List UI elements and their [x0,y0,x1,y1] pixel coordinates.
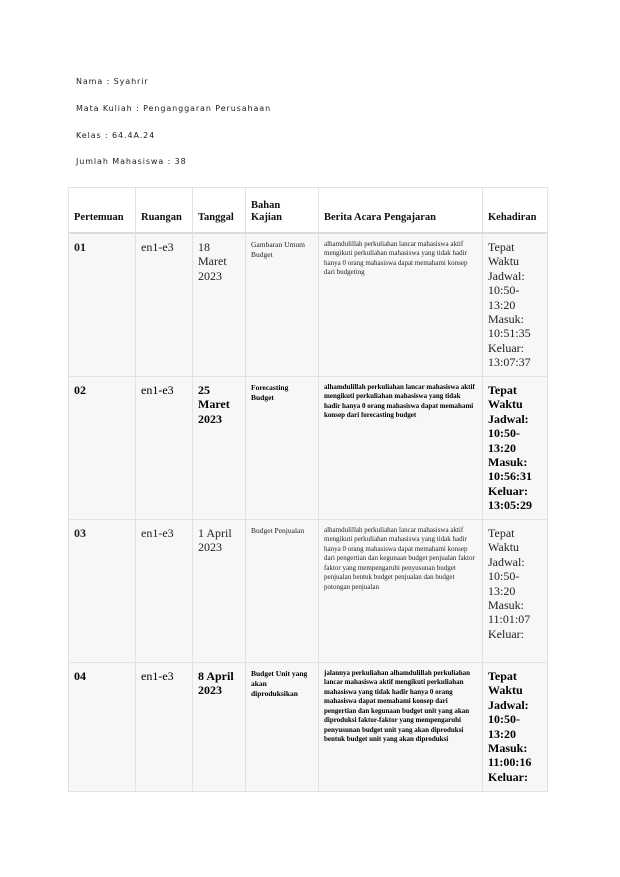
cell-tanggal: 8 April 2023 [193,663,246,792]
col-header-pertemuan: Pertemuan [69,188,136,234]
cell-pertemuan: 04 [69,663,136,792]
cell-pertemuan: 01 [69,233,136,377]
cell-ruangan: en1-e3 [136,520,193,663]
cell-ruangan: en1-e3 [136,233,193,377]
table-row [69,520,548,663]
cell-kehadiran: Tepat Waktu Jadwal: 10:50-13:20 Masuk: 11:00:16 Keluar: [483,663,548,792]
cell-pertemuan: 03 [69,520,136,663]
cell-kehadiran: Tepat Waktu Jadwal: 10:50-13:20 Masuk: 11:01:07 Keluar: [483,520,548,663]
col-header-bahan-kajian: Bahan Kajian [246,188,319,234]
cell-berita-acara: jalannya perkuliahan alhamdulillah perkuliahan lancar mahasiswa aktif mengikuti perkuliahan mahasiswa yang tidak hadir hanya 0 orang mahasiswa dapat memahami konsep dari pengertian dan kegunaan budget unit yang akan diproduksi faktor-faktor yang mempengaruhi penyusunan budget unit yang akan diproduksi bentuk budget unit yang akan diproduksi [319,663,483,792]
table-row [69,377,548,520]
col-header-ruangan: Ruangan [136,188,193,234]
cell-berita-acara: alhamdulillah perkuliahan lancar mahasiswa aktif mengikuti perkuliahan mahasiswa yang tidak hadir hanya 0 orang mahasiswa dapat memahami konsep dari budgeting [319,233,483,377]
cell-kehadiran: Tepat Waktu Jadwal: 10:50-13:20 Masuk: 10:56:31 Keluar: 13:05:29 [483,377,548,520]
cell-berita-acara: alhamdulillah perkuliahan lancar mahasiswa aktif mengikuti perkuliahan mahasiswa yang tidak hadir hanya 0 orang mahasiswa dapat memahami konsep dari forecasting budget [319,377,483,520]
cell-bahan-kajian: Budget Penjualan [246,520,319,663]
cell-pertemuan: 02 [69,377,136,520]
cell-tanggal: 1 April 2023 [193,520,246,663]
class-code: Kelas : 64.4A.24 [76,131,156,140]
attendance-table [68,187,548,792]
cell-bahan-kajian: Budget Unit yang akan diproduksikan [246,663,319,792]
cell-ruangan: en1-e3 [136,663,193,792]
cell-bahan-kajian: Gambaran Umum Budget [246,233,319,377]
col-header-tanggal: Tanggal [193,188,246,234]
cell-tanggal: 25 Maret 2023 [193,377,246,520]
cell-tanggal: 18 Maret 2023 [193,233,246,377]
student-name: Nama : Syahrir [76,77,149,86]
table-header-row [69,188,548,234]
student-count: Jumlah Mahasiswa : 38 [76,157,187,166]
table-row [69,663,548,792]
course-name: Mata Kuliah : Penganggaran Perusahaan [76,104,272,113]
table-row [69,233,548,377]
cell-kehadiran: Tepat Waktu Jadwal: 10:50-13:20 Masuk: 10:51:35 Keluar: 13:07:37 [483,233,548,377]
col-header-kehadiran: Kehadiran [483,188,548,234]
cell-ruangan: en1-e3 [136,377,193,520]
cell-berita-acara: alhamdulillah perkuliahan lancar mahasiswa aktif mengikuti perkuliahan mahasiswa yang tidak hadir hanya 0 orang mahasiswa dapat memahami konsep dari pengertian dan kegunaan budget penjualan faktor faktor yang mempengaruhi penyusunan budget penjualan bentuk budget penjualan dan budget potongan penjualan [319,520,483,663]
cell-bahan-kajian: Forecasting Budget [246,377,319,520]
col-header-berita-acara: Berita Acara Pengajaran [319,188,483,234]
